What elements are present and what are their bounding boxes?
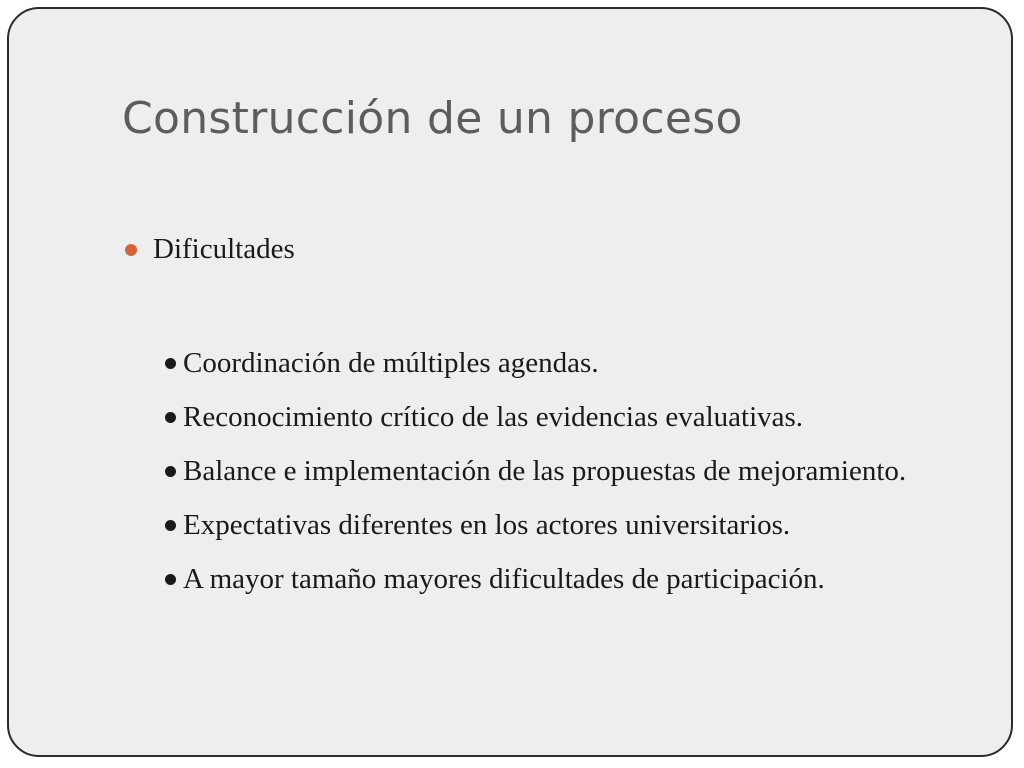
sub-bullet-icon	[165, 412, 176, 423]
slide	[7, 7, 1013, 757]
bullet-text: Dificultades	[153, 233, 295, 265]
sub-bullet-text: Coordinación de múltiples agendas.	[183, 347, 599, 379]
sub-bullet-icon	[165, 520, 176, 531]
sub-bullet-icon	[165, 466, 176, 477]
sub-bullet-icon	[165, 574, 176, 585]
sub-bullet-item	[161, 343, 981, 383]
sub-bullet-text: Reconocimiento crítico de las evidencias evaluativas.	[183, 401, 804, 433]
sub-bullet-text: Expectativas diferentes en los actores universitarios.	[183, 509, 791, 541]
sub-bullet-text: A mayor tamaño mayores dificultades de participación.	[183, 563, 825, 595]
sub-bullet-text: Balance e implementación de las propuestas de mejoramiento.	[183, 455, 907, 487]
sub-bullet-icon	[165, 358, 176, 369]
slide-title: Construcción de un proceso	[122, 93, 743, 144]
sub-bullet-list	[161, 343, 981, 613]
sub-bullet-item	[161, 451, 981, 491]
sub-bullet-item	[161, 505, 981, 545]
bullet-item-dificultades	[121, 233, 295, 266]
sub-bullet-item	[161, 559, 981, 599]
bullet-icon	[125, 244, 137, 256]
sub-bullet-item	[161, 397, 981, 437]
